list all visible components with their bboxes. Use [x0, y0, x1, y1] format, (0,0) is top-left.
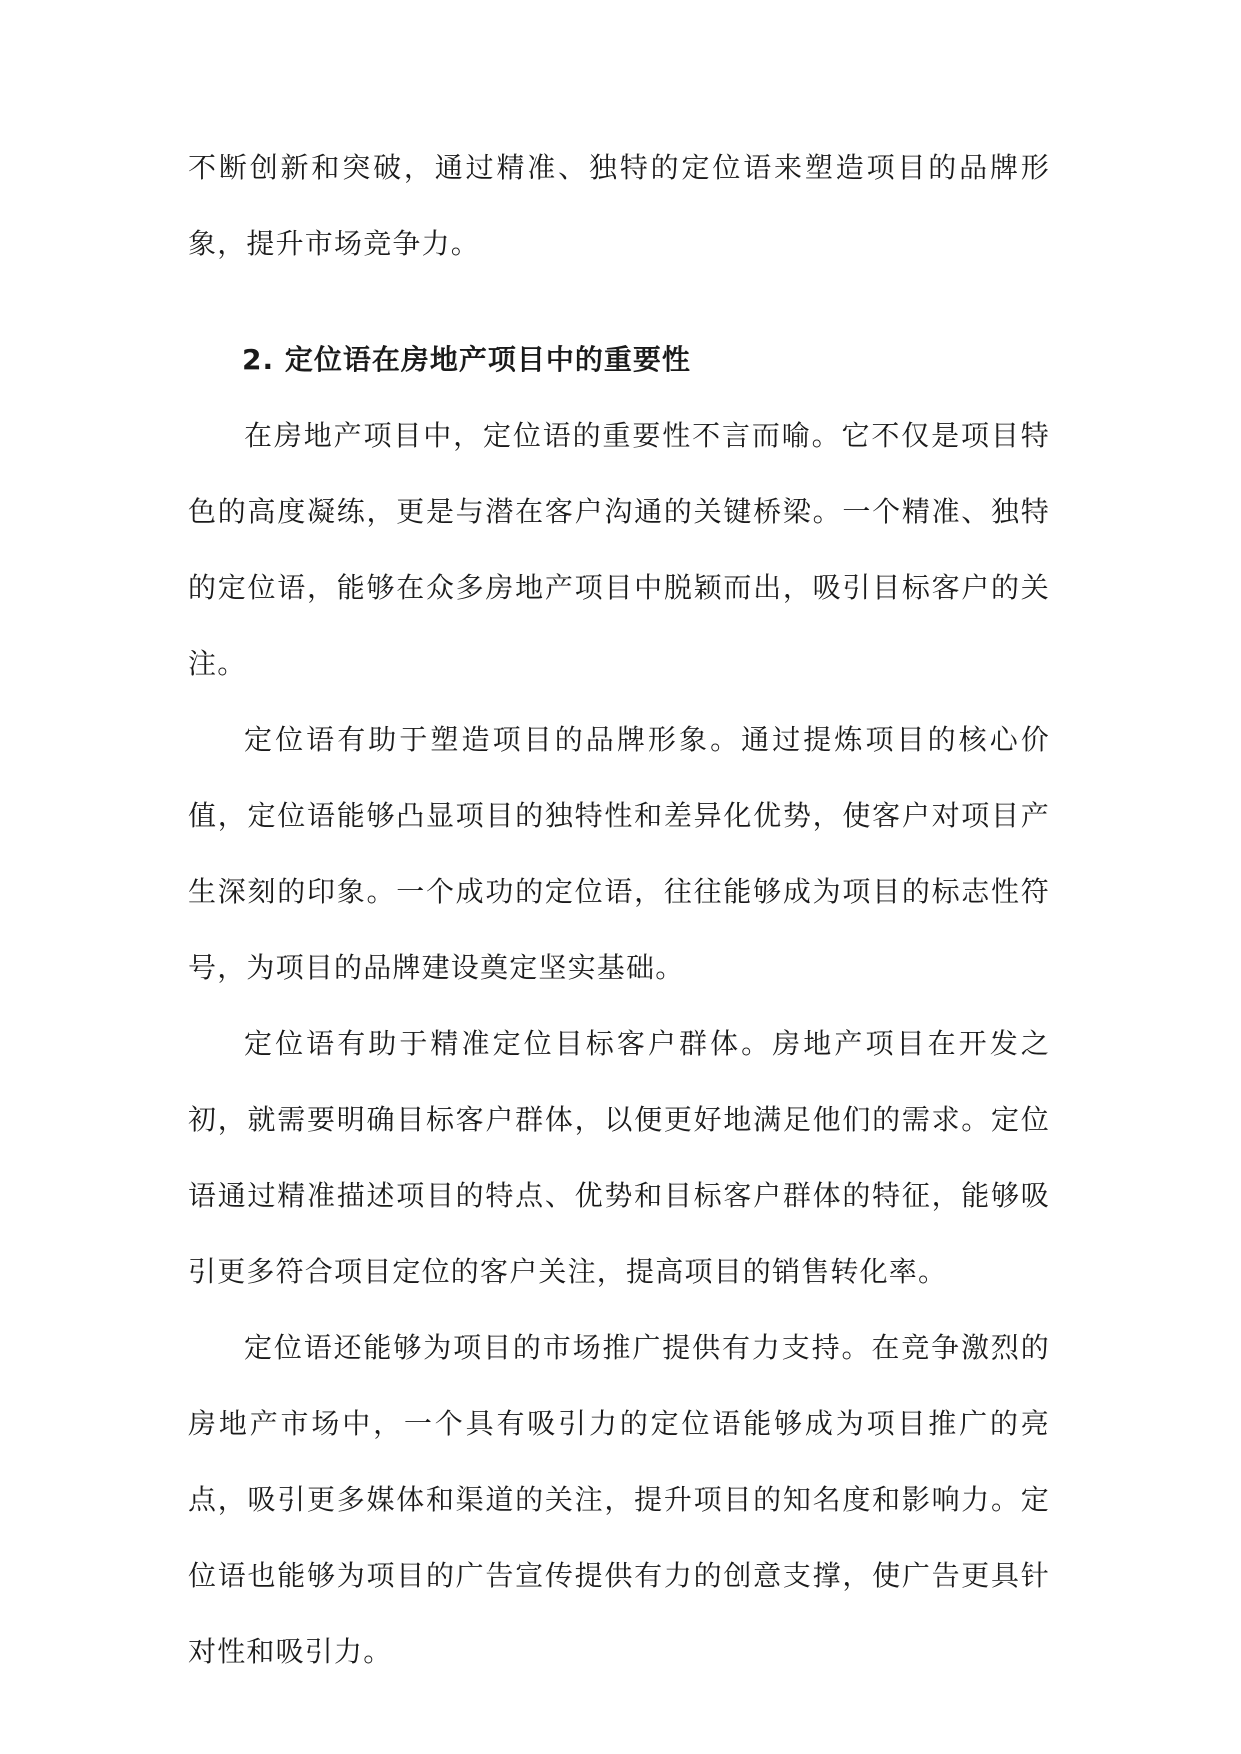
paragraph-2: 定位语有助于塑造项目的品牌形象。通过提炼项目的核心价值，定位语能够凸显项目的独特性和差异化优势，使客户对项目产生深刻的印象。一个成功的定位语，往往能够成为项目的标志性符号，为项目的品牌建设奠定坚实基础。 — [188, 723, 1050, 984]
section-heading: 2. 定位语在房地产项目中的重要性 — [242, 343, 691, 376]
text-block-top — [188, 130, 1050, 282]
section-2 — [188, 322, 1050, 1690]
paragraph-1: 在房地产项目中，定位语的重要性不言而喻。它不仅是项目特色的高度凝练，更是与潜在客户沟通的关键桥梁。一个精准、独特的定位语，能够在众多房地产项目中脱颖而出，吸引目标客户的关注。 — [188, 419, 1050, 680]
paragraph-4: 定位语还能够为项目的市场推广提供有力支持。在竞争激烈的房地产市场中，一个具有吸引力的定位语能够成为项目推广的亮点，吸引更多媒体和渠道的关注，提升项目的知名度和影响力。定位语也能够为项目的广告宣传提供有力的创意支撑，使广告更具针对性和吸引力。 — [188, 1331, 1050, 1668]
paragraph-3: 定位语有助于精准定位目标客户群体。房地产项目在开发之初，就需要明确目标客户群体，以便更好地满足他们的需求。定位语通过精准描述项目的特点、优势和目标客户群体的特征，能够吸引更多符合项目定位的客户关注，提高项目的销售转化率。 — [188, 1027, 1050, 1288]
continued-paragraph: 不断创新和突破，通过精准、独特的定位语来塑造项目的品牌形象，提升市场竞争力。 — [188, 151, 1050, 260]
